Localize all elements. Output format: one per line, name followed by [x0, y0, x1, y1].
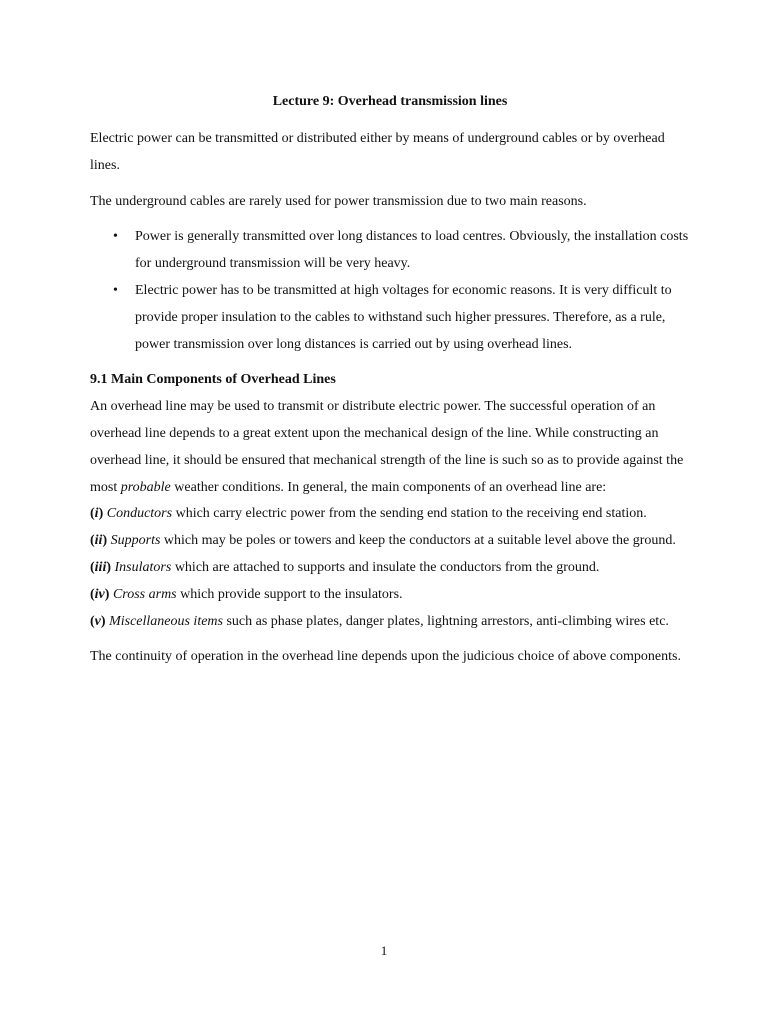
- list-item-text: Power is generally transmitted over long distances to load centres. Obviously, the installation costs for underground transmission will be very heavy.: [135, 229, 689, 272]
- component-description: which carry electric power from the sending end station to the receiving end station.: [172, 506, 647, 522]
- component-term: Conductors: [106, 506, 173, 522]
- closing-paragraph: The continuity of operation in the overhead line depends upon the judicious choice of above components.: [90, 649, 681, 665]
- bullet-icon: •: [113, 282, 118, 298]
- component-close-paren: ): [104, 586, 110, 602]
- component-numeral: ii: [94, 533, 103, 549]
- component-term: Supports: [110, 533, 161, 549]
- component-description: which may be poles or towers and keep the conductors at a suitable level above the ground.: [160, 533, 676, 549]
- lecture-title: Lecture 9: Overhead transmission lines: [272, 94, 508, 109]
- component-item: [90, 582, 690, 609]
- component-open-paren: (: [90, 506, 95, 522]
- component-term: Cross arms: [112, 586, 177, 602]
- list-item: [90, 278, 690, 358]
- component-close-paren: ): [98, 506, 104, 522]
- component-term: Insulators: [114, 559, 172, 575]
- component-term: Miscellaneous items: [109, 613, 223, 629]
- component-description: such as phase plates, danger plates, lightning arrestors, anti-climbing wires etc.: [222, 613, 669, 629]
- component-numeral: iv: [94, 586, 105, 602]
- component-numeral: i: [94, 506, 99, 522]
- section-paragraph: [90, 394, 690, 501]
- component-item: [90, 528, 690, 555]
- page-number: 1: [380, 943, 388, 958]
- component-open-paren: (: [90, 533, 95, 549]
- component-numeral: v: [94, 613, 101, 629]
- list-item-text: Electric power has to be transmitted at high voltages for economic reasons. It is very difficult to provide proper insulation to the cables to withstand such higher pressures. Therefore, as a rule, power transmission over long distances is carried out by using overhead lines.: [135, 282, 672, 352]
- component-open-paren: (: [90, 613, 95, 629]
- component-open-paren: (: [90, 586, 95, 602]
- intro-paragraph-1: Electric power can be transmitted or distributed either by means of underground cables or by overhead lines.: [90, 131, 665, 173]
- component-description: which provide support to the insulators.: [176, 586, 403, 602]
- component-close-paren: ): [102, 533, 108, 549]
- component-description: which are attached to supports and insulate the conductors from the ground.: [171, 559, 600, 575]
- component-open-paren: (: [90, 559, 95, 575]
- component-close-paren: ): [106, 559, 112, 575]
- component-numeral: iii: [94, 559, 107, 575]
- component-item: [90, 609, 690, 636]
- document-page: [90, 88, 690, 680]
- section-paragraph-emphasis: probable: [120, 479, 171, 495]
- component-item: [90, 501, 690, 528]
- section-paragraph-text-end: weather conditions. In general, the main components of an overhead line are:: [170, 479, 607, 495]
- intro-paragraph-2: The underground cables are rarely used for power transmission due to two main reasons.: [90, 193, 587, 209]
- section-paragraph-text-start: An overhead line may be used to transmit or distribute electric power. The successful operation of an overhead line depends to a great extent upon the mechanical design of the line. While constructing an overhead line, it should be ensured that mechanical strength of the line is such so as to provide against the most: [90, 399, 684, 495]
- components-list: [90, 501, 690, 635]
- section-heading: 9.1 Main Components of Overhead Lines: [90, 372, 336, 388]
- component-close-paren: ): [100, 613, 106, 629]
- component-item: [90, 555, 690, 582]
- reasons-list: [90, 224, 690, 358]
- list-item: [90, 224, 690, 278]
- bullet-icon: •: [113, 229, 118, 245]
